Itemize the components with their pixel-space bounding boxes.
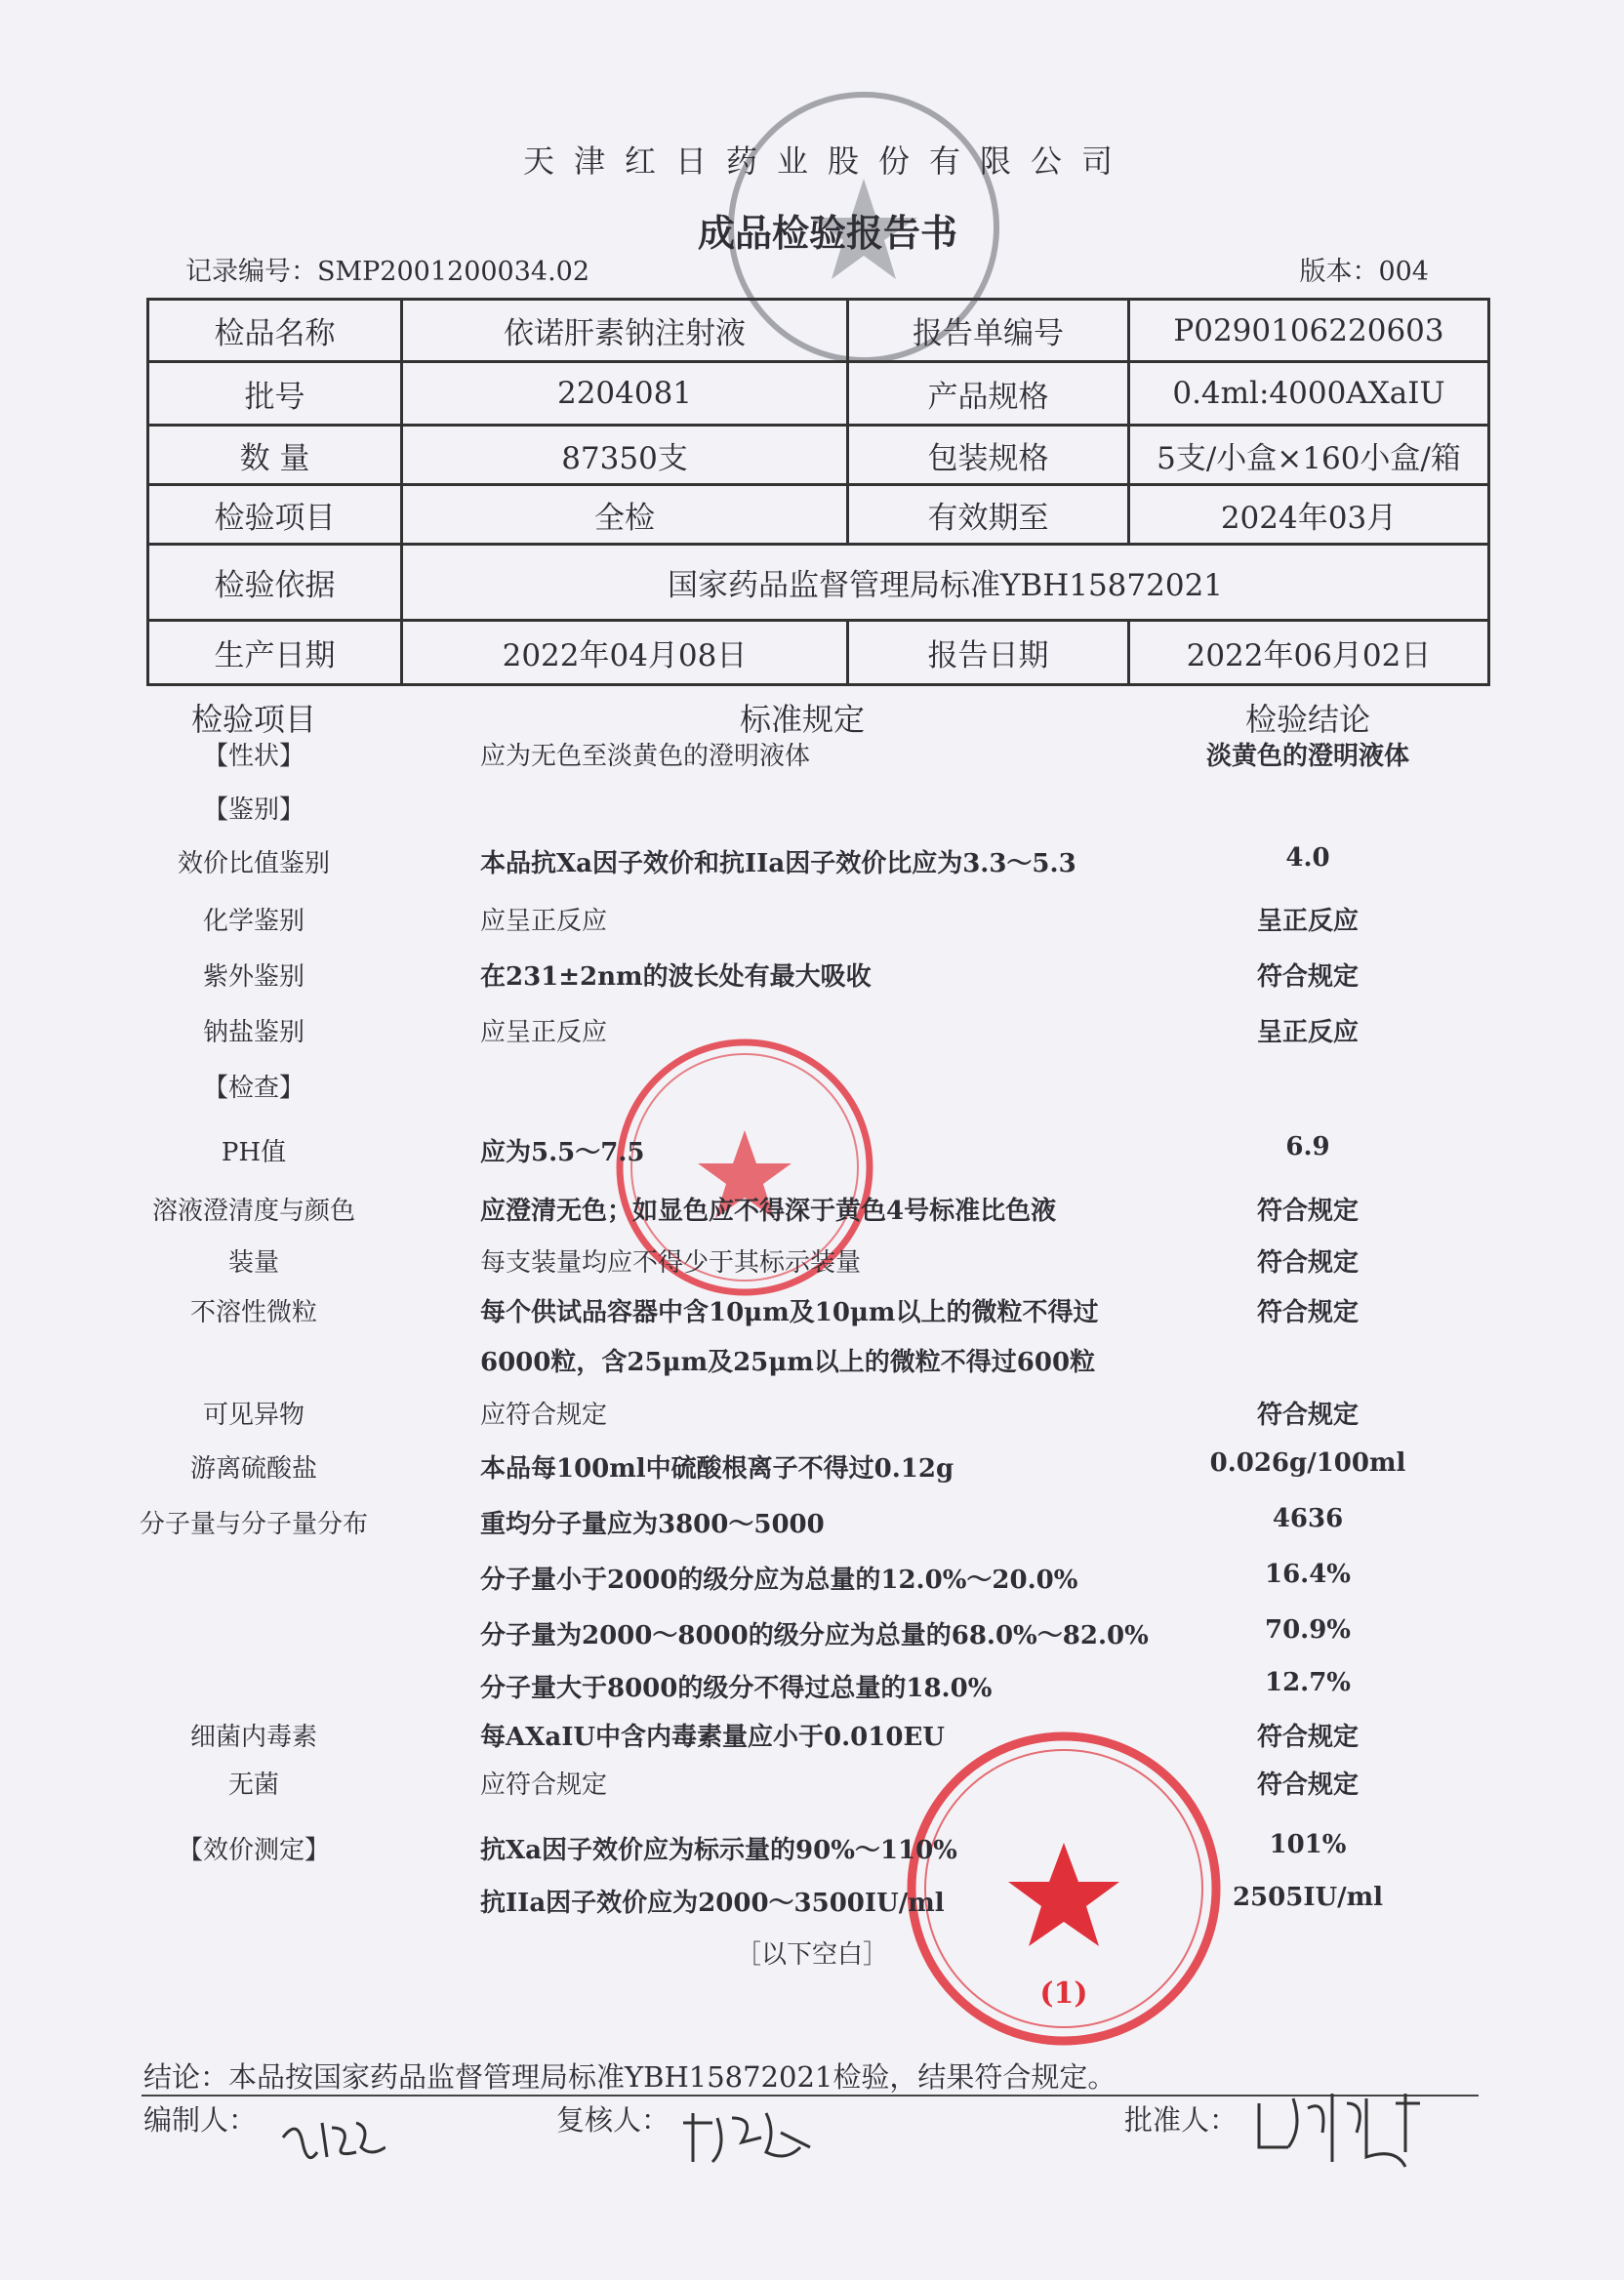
result-row-item: 【检查】 — [202, 1074, 304, 1103]
result-row-standard: 应呈正反应 — [480, 907, 608, 936]
result-row-result: 4636 — [1272, 1504, 1344, 1533]
signature-approved — [1249, 2084, 1435, 2172]
result-row-result: 0.026g/100ml — [1209, 1448, 1406, 1478]
conclusion: 结论：本品按国家药品监督管理局标准YBH15872021检验，结果符合规定。 — [143, 2060, 1116, 2094]
version-value: 004 — [1378, 257, 1429, 287]
result-row-item: 可见异物 — [202, 1401, 304, 1430]
result-row-standard: 应符合规定 — [480, 1401, 608, 1430]
blank-note: ［以下空白］ — [735, 1940, 888, 1970]
result-row-result: 6.9 — [1285, 1132, 1330, 1161]
result-row-item: 细菌内毒素 — [189, 1723, 317, 1752]
result-row-standard: 应符合规定 — [480, 1771, 608, 1800]
result-row-result: 12.7% — [1264, 1668, 1352, 1697]
result-row-result: 16.4% — [1264, 1560, 1352, 1589]
label: 报告日期 — [848, 621, 1129, 685]
result-row-standard: 在231±2nm的波长处有最大吸收 — [480, 962, 872, 992]
result-row-standard: 重均分子量应为3800～5000 — [480, 1510, 825, 1539]
label: 检验项目 — [148, 485, 402, 545]
signature-reviewed — [673, 2098, 830, 2177]
value: 依诺肝素钠注射液 — [402, 300, 848, 362]
record-label: 记录编号： — [185, 257, 317, 287]
col-header-standard: 标准规定 — [739, 701, 865, 738]
report-title: 成品检验报告书 — [697, 211, 957, 255]
signature-prepared — [278, 2108, 386, 2167]
result-row-standard: 每AXaIU中含内毒素量应小于0.010EU — [480, 1723, 945, 1752]
value: 2022年06月02日 — [1129, 621, 1489, 685]
result-row-standard: 分子量小于2000的级分应为总量的12.0%～20.0% — [480, 1566, 1078, 1595]
label: 生产日期 — [148, 621, 402, 685]
approved-by-label: 批准人： — [1124, 2103, 1238, 2137]
result-row-result: 呈正反应 — [1256, 907, 1359, 936]
value: 2204081 — [402, 362, 848, 426]
value: 全检 — [402, 485, 848, 545]
value: 87350支 — [402, 426, 848, 485]
result-row-item: 紫外鉴别 — [202, 962, 304, 992]
result-row-item: 效价比值鉴别 — [177, 849, 330, 878]
result-row-result: 符合规定 — [1256, 1401, 1359, 1430]
stamp-number: (1) — [1039, 1976, 1088, 2011]
value: P0290106220603 — [1129, 300, 1489, 362]
result-row-standard: 本品抗Xa因子效价和抗IIa因子效价比应为3.3～5.3 — [480, 849, 1076, 878]
result-row-item: 分子量与分子量分布 — [139, 1510, 368, 1539]
result-row-result: 符合规定 — [1256, 1298, 1359, 1327]
prepared-by-label: 编制人： — [143, 2103, 258, 2137]
result-row-result: 101% — [1269, 1830, 1347, 1859]
record-value: SMP2001200034.02 — [317, 257, 590, 287]
label: 产品规格 — [848, 362, 1129, 426]
result-row-standard: 抗Xa因子效价应为标示量的90%～110% — [480, 1836, 957, 1865]
value: 5支/小盒×160小盒/箱 — [1129, 426, 1489, 485]
label: 有效期至 — [848, 485, 1129, 545]
result-row-standard: 应澄清无色；如显色应不得深于黄色4号标准比色液 — [480, 1197, 1057, 1226]
label: 报告单编号 — [848, 300, 1129, 362]
result-row-standard: 每支装量均应不得少于其标示装量 — [480, 1248, 862, 1278]
result-row-item: 装量 — [227, 1248, 279, 1278]
info-table — [146, 298, 1490, 686]
result-row-item: 【效价测定】 — [177, 1836, 330, 1865]
version-label: 版本： — [1299, 257, 1379, 287]
result-row-item: 化学鉴别 — [202, 907, 304, 936]
result-row-standard: 每个供试品容器中含10μm及10μm以上的微粒不得过 — [480, 1298, 1099, 1327]
result-row-item: 游离硫酸盐 — [189, 1454, 317, 1484]
result-row-result: 淡黄色的澄明液体 — [1205, 742, 1409, 771]
col-header-result: 检验结论 — [1244, 701, 1370, 738]
label: 检验依据 — [148, 545, 402, 621]
result-row-result: 符合规定 — [1256, 1771, 1359, 1800]
result-row-item: 【鉴别】 — [202, 795, 304, 825]
col-header-item: 检验项目 — [190, 701, 316, 738]
label: 批号 — [148, 362, 402, 426]
result-row-standard: 应为无色至淡黄色的澄明液体 — [480, 742, 811, 771]
result-row-standard: 应为5.5～7.5 — [480, 1138, 645, 1167]
result-row-item: 无菌 — [227, 1771, 279, 1800]
result-row-standard: 抗IIa因子效价应为2000～3500IU/ml — [480, 1889, 945, 1918]
result-row-result: 呈正反应 — [1256, 1018, 1359, 1047]
result-row-item: PH值 — [221, 1138, 287, 1167]
result-row-result: 符合规定 — [1256, 1723, 1359, 1752]
result-row-result: 符合规定 — [1256, 1197, 1359, 1226]
company-name: 天津红日药业股份有限公司 — [522, 142, 1132, 180]
result-row-result: 2505IU/ml — [1232, 1883, 1384, 1912]
label: 数 量 — [148, 426, 402, 485]
result-row-standard: 6000粒，含25μm及25μm以上的微粒不得过600粒 — [480, 1348, 1096, 1377]
value: 2022年04月08日 — [402, 621, 848, 685]
value: 0.4ml:4000AXaIU — [1129, 362, 1489, 426]
value: 2024年03月 — [1129, 485, 1489, 545]
result-row-standard: 分子量大于8000的级分不得过总量的18.0% — [480, 1674, 993, 1703]
result-row-result: 符合规定 — [1256, 1248, 1359, 1278]
result-row-item: 【性状】 — [202, 742, 304, 771]
label: 包装规格 — [848, 426, 1129, 485]
result-row-standard: 应呈正反应 — [480, 1018, 608, 1047]
result-row-standard: 分子量为2000～8000的级分应为总量的68.0%～82.0% — [480, 1621, 1149, 1650]
reviewed-by-label: 复核人： — [556, 2103, 670, 2137]
result-row-standard: 本品每100ml中硫酸根离子不得过0.12g — [480, 1454, 954, 1484]
result-row-item: 不溶性微粒 — [189, 1298, 317, 1327]
result-row-result: 70.9% — [1264, 1615, 1352, 1645]
result-row-result: 符合规定 — [1256, 962, 1359, 992]
value: 国家药品监督管理局标准YBH15872021 — [402, 545, 1489, 621]
result-row-result: 4.0 — [1285, 843, 1330, 873]
result-row-item: 钠盐鉴别 — [202, 1018, 304, 1047]
label: 检品名称 — [148, 300, 402, 362]
result-row-item: 溶液澄清度与颜色 — [151, 1197, 355, 1226]
